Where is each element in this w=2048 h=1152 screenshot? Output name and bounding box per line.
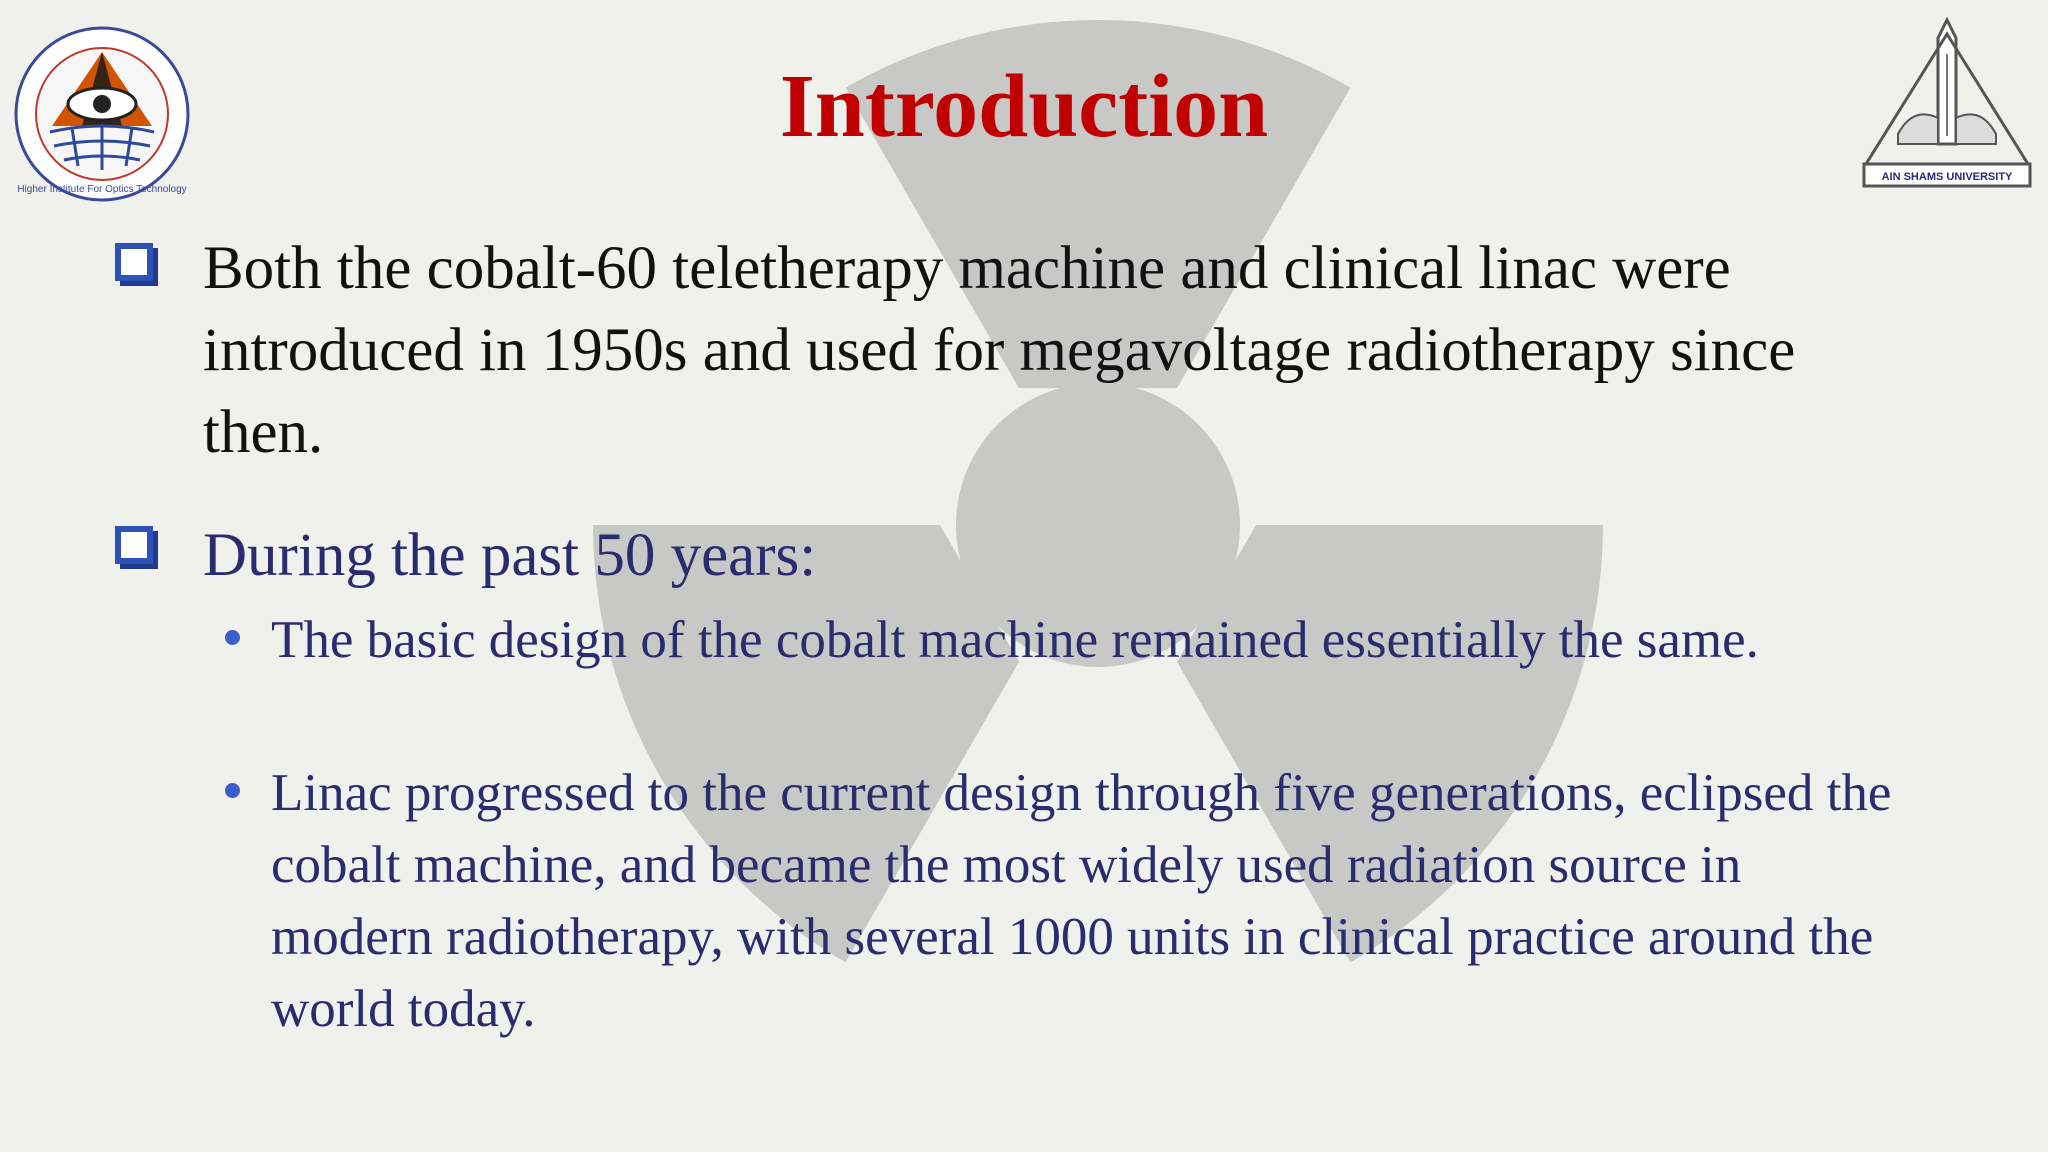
round-dot-bullet-icon bbox=[225, 630, 240, 645]
logo-right-caption: AIN SHAMS UNIVERSITY bbox=[1881, 171, 2013, 183]
hollow-square-bullet-icon bbox=[115, 526, 153, 564]
bullet-2-text: During the past 50 years: bbox=[203, 522, 817, 589]
slide-title: Introduction bbox=[779, 57, 1269, 156]
logo-left-caption: Higher Institute For Optics Technology bbox=[17, 184, 187, 195]
hollow-square-bullet-icon bbox=[115, 243, 153, 281]
sub-bullet-1-text: The basic design of the cobalt machine remained essentially the same. bbox=[271, 611, 1759, 669]
sub-bullet-2-text: Linac progressed to the current design through five generations, eclipsed the cobalt machine, and became the most widely used radiation source in modern radiotherapy, with several 1000 units in clinical practice around the world today. bbox=[271, 764, 1892, 1038]
bullet-1-text: Both the cobalt-60 teletherapy machine and clinical linac were introduced in 1950s and used for megavoltage radiotherapy since then. bbox=[203, 235, 1796, 466]
round-dot-bullet-icon bbox=[225, 783, 240, 798]
